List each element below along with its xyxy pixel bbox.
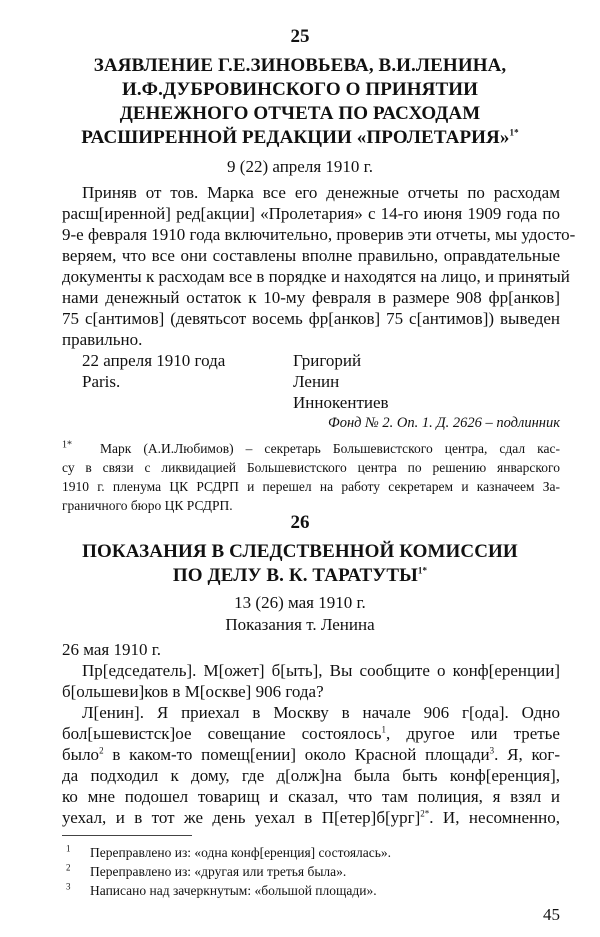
footnote-text: Переправлено из: «другая или третья была». [90, 864, 347, 879]
footnote-ref: 1 [381, 724, 387, 735]
footnote-ref: 3 [489, 745, 495, 756]
body-line: веряем, что все они составлены вполне правильно, оправдательные [62, 246, 560, 265]
document-number: 26 [290, 512, 310, 533]
footnote-ref: 2 [99, 745, 104, 756]
footnote-text: Написано над зачеркнутым: «большой площади». [90, 883, 377, 898]
answer-line: уехал, и в тот же день уехал в П[етер]б[ург]$^{2*}$. И, несомненно, [62, 808, 560, 827]
document-date: 9 (22) апреля 1910 г. [227, 157, 373, 176]
body-line: правильно. [62, 330, 143, 349]
document-title-line: И.Ф.ДУБРОВИНСКОГО О ПРИНЯТИИ [121, 79, 479, 100]
note-line: граничного бюро ЦК РСДРП. [62, 498, 233, 513]
answer-line: Л[енин]. Я приехал в Москву в начале 906 г[ода]. Одно [82, 703, 560, 722]
note-mark: 1* [62, 439, 72, 451]
signature-place: Paris. [82, 372, 121, 391]
body-line: расш[иренной] ред[акции] «Пролетария» с 14-го июня 1909 года по [62, 204, 560, 223]
page-number: 45 [543, 905, 560, 924]
document-title-line: ДЕНЕЖНОГО ОТЧЕТА ПО РАСХОДАМ [119, 103, 481, 124]
title-text: РАСШИРЕННОЙ РЕДАКЦИИ «ПРОЛЕТАРИЯ» [81, 127, 510, 148]
signature-name: Ленин [293, 372, 340, 391]
document-date: 13 (26) мая 1910 г. [234, 593, 366, 612]
document-subtitle: Показания т. Ленина [225, 615, 375, 634]
document-title-line [0, 127, 600, 149]
title-text: ПО ДЕЛУ В. К. ТАРАТУТЫ [172, 565, 418, 586]
document-title-line: ПОКАЗАНИЯ В СЛЕДСТВЕННОЙ КОМИССИИ [82, 541, 518, 562]
footnote-mark: 2 [66, 862, 71, 873]
body-line: 75 с[антимов] (девятьсот восемь фр[анков] 75 с[антимов]) выведен [62, 309, 560, 328]
body-line: нами денежный остаток к 10-му февраля в размере 908 фр[анков] [62, 288, 560, 307]
question-line: Пр[едседатель]. М[ожет] б[ыть], Вы сообщите о конф[еренции] [82, 661, 560, 680]
note-line: су в связи с ликвидацией Большевистского центра по решению январского [62, 460, 560, 475]
body-line: 9-е февраля 1910 года включительно, проверив эти отчеты, мы удосто- [62, 225, 576, 244]
footnote-text: Переправлено из: «одна конф[еренция] состоялась». [90, 845, 392, 860]
footnote-mark: 1 [66, 843, 71, 854]
footnote-divider [62, 835, 192, 836]
question-line: б[ольшеви]ков в М[оскве] 906 года? [62, 682, 324, 701]
document-number: 25 [290, 26, 310, 47]
footnote-ref: 2* [420, 808, 430, 819]
note-line: Марк (А.И.Любимов) – секретарь Большевистского центра, сдал кас- [100, 441, 560, 456]
answer-line: ко мне подошел товарищ и сказал, что там полиция, я взял и [62, 787, 560, 806]
document-title-line [0, 565, 600, 587]
answer-line: было$^2$ в каком-то помещ[ении] около Красной площади$^3$. Я, ког- [62, 745, 561, 764]
signature-date: 22 апреля 1910 года [82, 351, 226, 370]
signature-name: Иннокентиев [293, 393, 389, 412]
title-footnote-mark: 1* [417, 565, 428, 576]
answer-line: да подходил к дому, где д[олж]на была быть конф[еренция], [62, 766, 560, 785]
entry-date: 26 мая 1910 г. [62, 640, 162, 659]
footnote-mark: 3 [66, 881, 71, 892]
title-footnote-mark: 1* [509, 127, 519, 138]
archive-reference: Фонд № 2. Оп. 1. Д. 2626 – подлинник [328, 415, 560, 431]
body-line: Приняв от тов. Марка все его денежные отчеты по расходам [82, 183, 560, 202]
document-title-line: ЗАЯВЛЕНИЕ Г.Е.ЗИНОВЬЕВА, В.И.ЛЕНИНА, [93, 55, 507, 76]
body-line: документы к расходам все в порядке и находятся на лицо, и принятый [62, 267, 570, 286]
answer-line: бол[ьшевистск]ое совещание состоялось$^1$, другое или третье [62, 724, 560, 743]
note-line: 1910 г. пленума ЦК РСДРП и перешел на работу секретарем и казначеем За- [62, 479, 560, 494]
signature-name: Григорий [293, 351, 362, 370]
